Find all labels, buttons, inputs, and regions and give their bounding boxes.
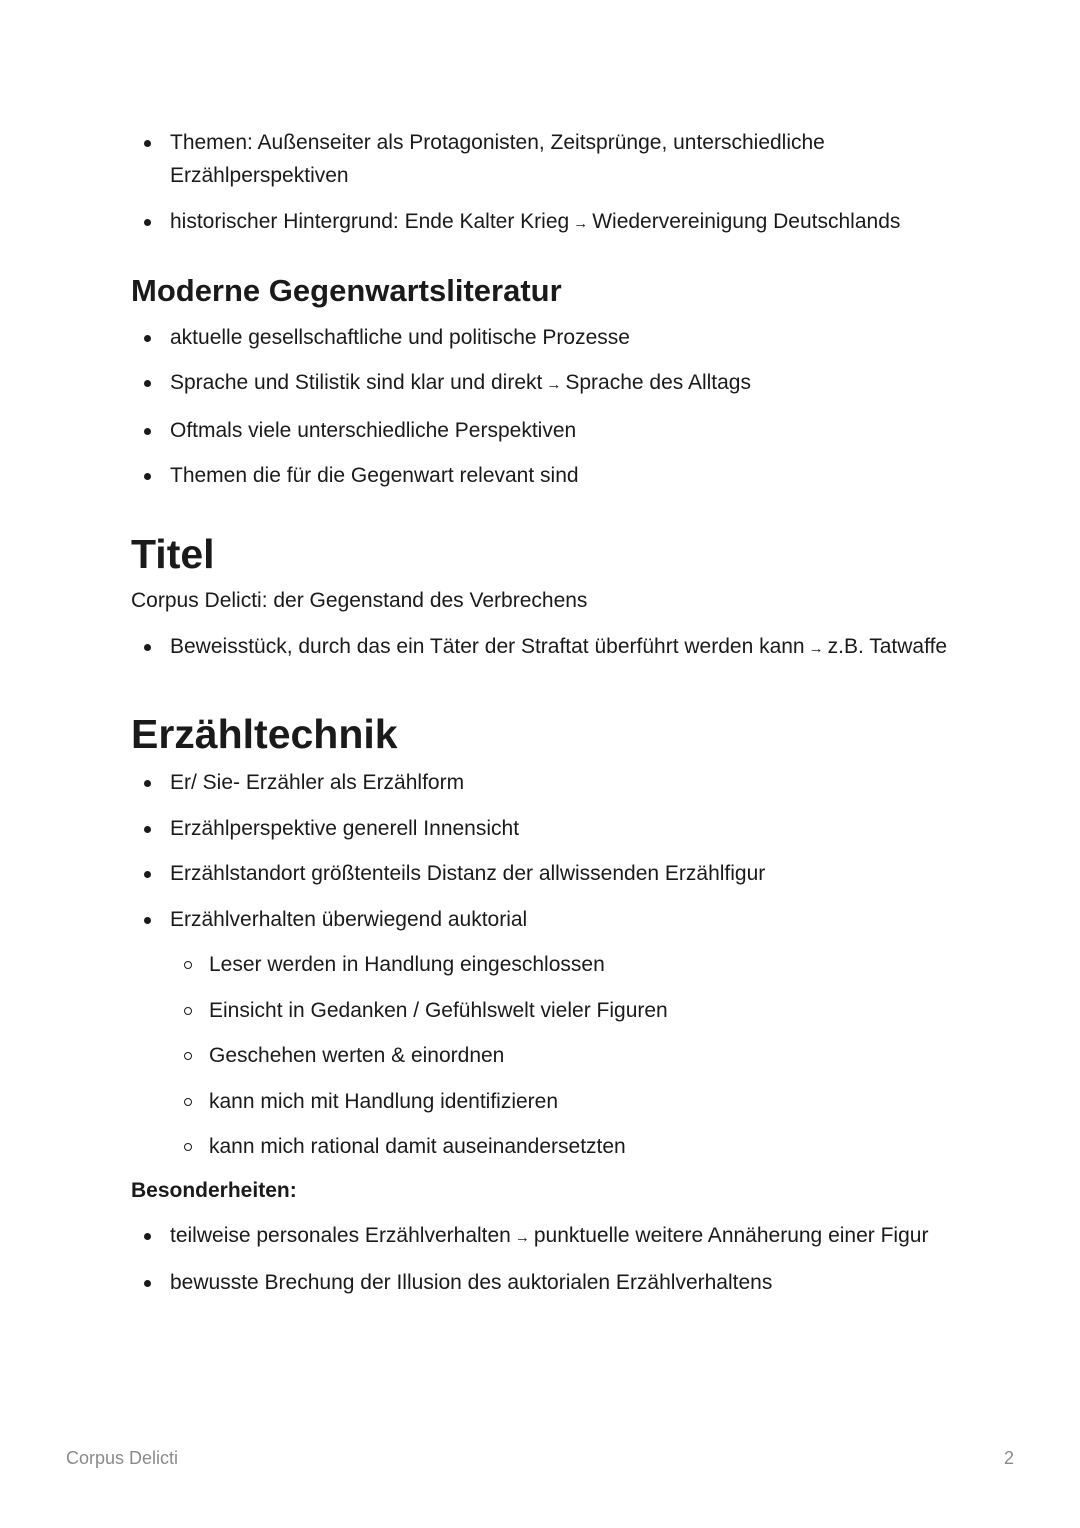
list-item: historischer Hintergrund: Ende Kalter Krieg → Wiedervereinigung Deutschlands [131, 205, 961, 240]
gegenwart-list [131, 321, 961, 493]
list-item: Er/ Sie- Erzähler als Erzählform [131, 766, 961, 799]
list-item: aktuelle gesellschaftliche und politische Prozesse [131, 321, 961, 354]
besonderheiten-list [131, 1219, 961, 1300]
arrow-right-icon: → [514, 1228, 530, 1246]
list-item: Themen: Außenseiter als Protagonisten, Zeitsprünge, unterschiedliche Erzählperspektiven [131, 126, 961, 192]
titel-paragraph: Corpus Delicti: der Gegenstand des Verbrechens [131, 589, 588, 612]
footer-page-number: 2 [1003, 1448, 1014, 1468]
section-heading-erzaehltechnik: Erzähltechnik [131, 711, 398, 757]
list-item: Erzählstandort größtenteils Distanz der allwissenden Erzählfigur [131, 857, 961, 890]
technik-sub-list [131, 948, 961, 1163]
list-item: Beweisstück, durch das ein Täter der Straftat überführt werden kann → z.B. Tatwaffe [131, 630, 961, 665]
sub-list-item: Einsicht in Gedanken / Gefühlswelt vieler Figuren [131, 994, 961, 1027]
technik-list [131, 766, 961, 936]
intro-list [131, 126, 961, 240]
arrow-right-icon: → [546, 376, 562, 393]
list-item: Erzählperspektive generell Innensicht [131, 812, 961, 845]
besonderheiten-label: Besonderheiten: [131, 1178, 297, 1202]
arrow-right-icon: → [573, 214, 589, 232]
section-heading-titel: Titel [131, 531, 215, 577]
footer-document-title: Corpus Delicti [66, 1448, 179, 1468]
list-item: bewusste Brechung der Illusion des auktorialen Erzählverhaltens [131, 1266, 961, 1299]
list-item: Erzählverhalten überwiegend auktorial [131, 903, 961, 936]
list-item: Sprache und Stilistik sind klar und direkt → Sprache des Alltags [131, 366, 961, 401]
arrow-right-icon: → [808, 640, 824, 657]
list-item: Themen die für die Gegenwart relevant sind [131, 459, 961, 492]
sub-list-item: Geschehen werten & einordnen [131, 1039, 961, 1072]
sub-list-item: kann mich rational damit auseinandersetzten [131, 1130, 961, 1163]
list-item: teilweise personales Erzählverhalten → punktuelle weitere Annäherung einer Figur [131, 1219, 961, 1254]
sub-list-item: kann mich mit Handlung identifizieren [131, 1085, 961, 1118]
page-content [131, 126, 961, 1312]
sub-list-item: Leser werden in Handlung eingeschlossen [131, 948, 961, 981]
section-heading-gegenwart: Moderne Gegenwartsliteratur [131, 272, 562, 308]
list-item: Oftmals viele unterschiedliche Perspektiven [131, 414, 961, 447]
titel-list [131, 630, 961, 665]
